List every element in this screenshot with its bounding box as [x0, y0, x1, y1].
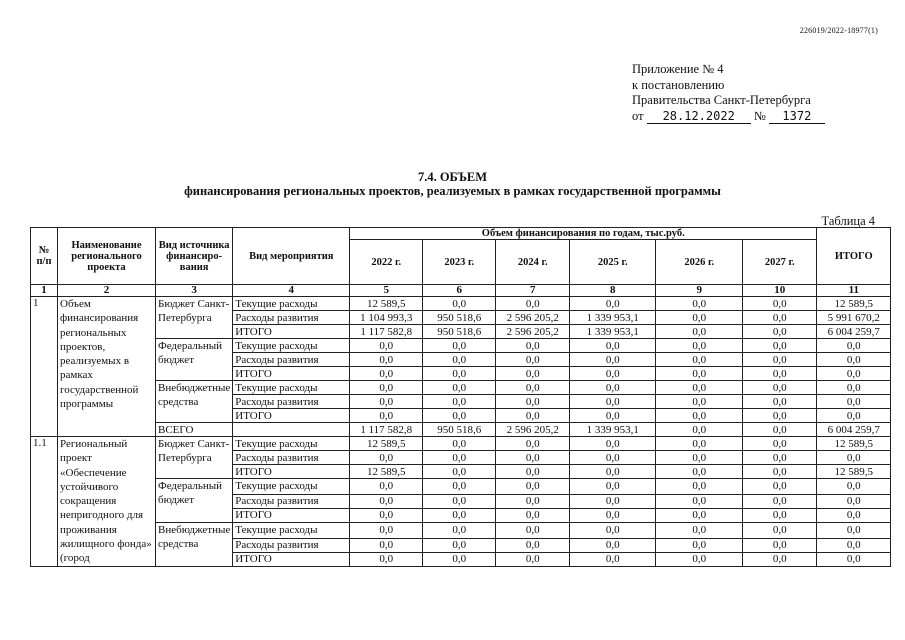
activity-cell: Текущие расходы — [233, 381, 350, 395]
value-cell: 0,0 — [570, 494, 656, 508]
appendix-government: Правительства Санкт-Петербурга — [632, 93, 811, 107]
value-cell: 0,0 — [817, 451, 891, 465]
activity-cell: Расходы развития — [233, 395, 350, 409]
value-cell: 12 589,5 — [817, 297, 891, 311]
activity-cell: ИТОГО — [233, 552, 350, 566]
value-cell: 0,0 — [656, 538, 743, 552]
value-cell: 0,0 — [423, 552, 496, 566]
column-number: 7 — [496, 285, 570, 297]
value-cell: 0,0 — [656, 451, 743, 465]
value-cell: 0,0 — [496, 339, 570, 353]
value-cell: 0,0 — [817, 339, 891, 353]
header-project-name: Наименование регионального проекта — [58, 228, 156, 285]
value-cell: 0,0 — [423, 395, 496, 409]
value-cell: 0,0 — [656, 297, 743, 311]
value-cell: 1 117 582,8 — [350, 423, 423, 437]
value-cell: 1 339 953,1 — [570, 325, 656, 339]
value-cell: 0,0 — [817, 508, 891, 522]
activity-cell: Расходы развития — [233, 538, 350, 552]
value-cell: 0,0 — [496, 451, 570, 465]
resolution-number: 1372 — [769, 110, 825, 124]
value-cell: 0,0 — [496, 479, 570, 495]
value-cell: 0,0 — [350, 451, 423, 465]
value-cell: 0,0 — [350, 395, 423, 409]
value-cell: 0,0 — [570, 479, 656, 495]
value-cell: 5 991 670,2 — [817, 311, 891, 325]
value-cell: 12 589,5 — [350, 465, 423, 479]
registration-number: 226019/2022-18977(1) — [799, 26, 878, 35]
appendix-resolution: к постановлению — [632, 77, 725, 92]
column-number: 2 — [58, 285, 156, 297]
value-cell: 0,0 — [423, 451, 496, 465]
funding-source-cell: Федеральный бюджет — [156, 479, 233, 523]
value-cell: 0,0 — [743, 465, 817, 479]
value-cell: 0,0 — [656, 381, 743, 395]
value-cell: 0,0 — [570, 409, 656, 423]
activity-cell: Расходы развития — [233, 353, 350, 367]
value-cell: 0,0 — [656, 367, 743, 381]
value-cell: 0,0 — [743, 437, 817, 451]
value-cell: 0,0 — [743, 423, 817, 437]
value-cell: 950 518,6 — [423, 423, 496, 437]
value-cell: 0,0 — [656, 395, 743, 409]
appendix-title: Приложение № 4 — [632, 62, 724, 76]
value-cell: 0,0 — [656, 437, 743, 451]
value-cell: 0,0 — [496, 465, 570, 479]
value-cell: 0,0 — [350, 339, 423, 353]
value-cell: 0,0 — [496, 395, 570, 409]
column-number: 9 — [656, 285, 743, 297]
value-cell: 1 117 582,8 — [350, 325, 423, 339]
table-row — [31, 297, 891, 311]
value-cell: 0,0 — [423, 522, 496, 538]
value-cell: 0,0 — [743, 409, 817, 423]
value-cell: 0,0 — [423, 367, 496, 381]
activity-cell: Расходы развития — [233, 451, 350, 465]
value-cell: 0,0 — [423, 297, 496, 311]
value-cell: 0,0 — [817, 409, 891, 423]
value-cell: 0,0 — [350, 508, 423, 522]
value-cell: 6 004 259,7 — [817, 325, 891, 339]
value-cell: 12 589,5 — [350, 297, 423, 311]
value-cell: 0,0 — [423, 339, 496, 353]
value-cell: 0,0 — [350, 522, 423, 538]
column-number: 10 — [743, 285, 817, 297]
value-cell: 0,0 — [496, 494, 570, 508]
value-cell: 0,0 — [423, 409, 496, 423]
value-cell: 0,0 — [743, 339, 817, 353]
value-cell: 0,0 — [570, 508, 656, 522]
activity-cell: ИТОГО — [233, 508, 350, 522]
activity-cell: ИТОГО — [233, 465, 350, 479]
value-cell: 0,0 — [570, 381, 656, 395]
row-index: 1 — [31, 297, 58, 437]
row-index: 1.1 — [31, 437, 58, 567]
value-cell: 0,0 — [350, 367, 423, 381]
value-cell: 0,0 — [570, 339, 656, 353]
value-cell: 0,0 — [817, 552, 891, 566]
value-cell: 0,0 — [570, 451, 656, 465]
value-cell: 0,0 — [570, 522, 656, 538]
value-cell: 0,0 — [570, 465, 656, 479]
header-year: 2024 г. — [496, 240, 570, 285]
value-cell: 0,0 — [743, 451, 817, 465]
value-cell: 0,0 — [350, 552, 423, 566]
funding-source-cell: Внебюджетные средства — [156, 381, 233, 423]
header-num: № п/п — [31, 228, 58, 285]
value-cell: 0,0 — [743, 353, 817, 367]
value-cell: 950 518,6 — [423, 311, 496, 325]
value-cell: 0,0 — [496, 538, 570, 552]
value-cell: 0,0 — [423, 538, 496, 552]
activity-cell: Текущие расходы — [233, 297, 350, 311]
value-cell: 0,0 — [496, 552, 570, 566]
value-cell: 0,0 — [423, 508, 496, 522]
value-cell: 0,0 — [743, 552, 817, 566]
value-cell: 0,0 — [743, 297, 817, 311]
funding-source-cell: Внебюджетные средства — [156, 522, 233, 566]
value-cell: 0,0 — [656, 479, 743, 495]
column-number: 8 — [570, 285, 656, 297]
value-cell: 0,0 — [350, 538, 423, 552]
activity-cell: ИТОГО — [233, 409, 350, 423]
value-cell: 0,0 — [496, 508, 570, 522]
value-cell: 0,0 — [817, 479, 891, 495]
value-cell: 0,0 — [350, 494, 423, 508]
appendix-block — [632, 62, 825, 124]
from-label: от — [632, 108, 644, 123]
value-cell: 12 589,5 — [817, 465, 891, 479]
value-cell: 0,0 — [743, 311, 817, 325]
value-cell: 0,0 — [656, 465, 743, 479]
column-number: 3 — [156, 285, 233, 297]
document-title: 7.4. ОБЪЕМ — [417, 170, 488, 184]
value-cell: 0,0 — [743, 381, 817, 395]
value-cell: 1 104 993,3 — [350, 311, 423, 325]
column-number: 1 — [31, 285, 58, 297]
header-year: 2022 г. — [350, 240, 423, 285]
value-cell: 0,0 — [496, 367, 570, 381]
value-cell: 0,0 — [743, 395, 817, 409]
value-cell: 0,0 — [656, 494, 743, 508]
value-cell: 0,0 — [350, 479, 423, 495]
value-cell: 0,0 — [496, 381, 570, 395]
activity-cell: Расходы развития — [233, 311, 350, 325]
value-cell: 0,0 — [570, 297, 656, 311]
resolution-date: 28.12.2022 — [647, 110, 751, 124]
header-funding-by-year: Объем финансирования по годам, тыс.руб. — [350, 228, 817, 240]
activity-cell: Текущие расходы — [233, 522, 350, 538]
number-label: № — [753, 108, 766, 123]
table-row — [31, 339, 891, 353]
value-cell: 0,0 — [743, 522, 817, 538]
value-cell: 0,0 — [817, 522, 891, 538]
header-activity: Вид мероприятия — [233, 228, 350, 285]
document-subtitle: финансирования региональных проектов, реализуемых в рамках государственной программы — [184, 184, 721, 198]
activity-cell: Текущие расходы — [233, 339, 350, 353]
header-year: 2025 г. — [570, 240, 656, 285]
value-cell: 12 589,5 — [817, 437, 891, 451]
value-cell: 0,0 — [656, 522, 743, 538]
value-cell: 12 589,5 — [350, 437, 423, 451]
value-cell: 0,0 — [743, 538, 817, 552]
value-cell: 0,0 — [350, 381, 423, 395]
activity-cell: Текущие расходы — [233, 437, 350, 451]
value-cell: 0,0 — [423, 437, 496, 451]
value-cell: 0,0 — [423, 381, 496, 395]
header-year: 2023 г. — [423, 240, 496, 285]
funding-source-cell: Бюджет Санкт-Петербурга — [156, 437, 233, 479]
value-cell: 0,0 — [817, 494, 891, 508]
value-cell: 0,0 — [350, 353, 423, 367]
project-name-cell: Объем финансирования региональных проектов, реализуемых в рамках государственной программы — [58, 297, 156, 437]
table-row — [31, 437, 891, 451]
value-cell: 0,0 — [656, 311, 743, 325]
activity-cell: ИТОГО — [233, 367, 350, 381]
value-cell: 6 004 259,7 — [817, 423, 891, 437]
value-cell: 0,0 — [656, 339, 743, 353]
value-cell: 0,0 — [570, 353, 656, 367]
table-label: Таблица 4 — [821, 214, 875, 228]
header-source: Вид источника финансиро-вания — [156, 228, 233, 285]
table-row — [31, 479, 891, 495]
empty-activity-cell — [233, 423, 350, 437]
value-cell: 0,0 — [656, 508, 743, 522]
value-cell: 0,0 — [656, 552, 743, 566]
value-cell: 0,0 — [423, 353, 496, 367]
activity-cell: ИТОГО — [233, 325, 350, 339]
value-cell: 0,0 — [743, 479, 817, 495]
column-number: 6 — [423, 285, 496, 297]
column-number: 4 — [233, 285, 350, 297]
activity-cell: Текущие расходы — [233, 479, 350, 495]
value-cell: 950 518,6 — [423, 325, 496, 339]
table-row-total — [31, 423, 891, 437]
value-cell: 0,0 — [496, 522, 570, 538]
appendix-date-line — [632, 109, 825, 125]
value-cell: 0,0 — [817, 353, 891, 367]
value-cell: 0,0 — [570, 538, 656, 552]
value-cell: 0,0 — [496, 437, 570, 451]
value-cell: 0,0 — [743, 494, 817, 508]
activity-cell: Расходы развития — [233, 494, 350, 508]
column-number: 11 — [817, 285, 891, 297]
value-cell: 0,0 — [423, 494, 496, 508]
value-cell: 0,0 — [570, 367, 656, 381]
value-cell: 0,0 — [817, 367, 891, 381]
value-cell: 2 596 205,2 — [496, 423, 570, 437]
table-row — [31, 522, 891, 538]
value-cell: 0,0 — [350, 409, 423, 423]
table-row — [31, 381, 891, 395]
value-cell: 0,0 — [570, 552, 656, 566]
header-year: 2026 г. — [656, 240, 743, 285]
value-cell: 0,0 — [496, 353, 570, 367]
value-cell: 0,0 — [817, 381, 891, 395]
value-cell: 0,0 — [743, 325, 817, 339]
value-cell: 1 339 953,1 — [570, 311, 656, 325]
value-cell: 0,0 — [496, 297, 570, 311]
funding-source-cell: Федеральный бюджет — [156, 339, 233, 381]
value-cell: 2 596 205,2 — [496, 325, 570, 339]
header-total: ИТОГО — [817, 228, 891, 285]
value-cell: 0,0 — [570, 437, 656, 451]
value-cell: 1 339 953,1 — [570, 423, 656, 437]
value-cell: 0,0 — [656, 353, 743, 367]
value-cell: 0,0 — [743, 367, 817, 381]
total-label-cell: ВСЕГО — [156, 423, 233, 437]
funding-source-cell: Бюджет Санкт-Петербурга — [156, 297, 233, 339]
value-cell: 0,0 — [656, 325, 743, 339]
value-cell: 0,0 — [656, 423, 743, 437]
column-number: 5 — [350, 285, 423, 297]
value-cell: 0,0 — [656, 409, 743, 423]
value-cell: 2 596 205,2 — [496, 311, 570, 325]
value-cell: 0,0 — [743, 508, 817, 522]
header-year: 2027 г. — [743, 240, 817, 285]
project-name-cell: Региональный проект «Обеспечение устойчивого сокращения непригодного для проживания жилищного фонда» (город — [58, 437, 156, 567]
value-cell: 0,0 — [423, 465, 496, 479]
value-cell: 0,0 — [570, 395, 656, 409]
value-cell: 0,0 — [817, 395, 891, 409]
value-cell: 0,0 — [496, 409, 570, 423]
value-cell: 0,0 — [423, 479, 496, 495]
value-cell: 0,0 — [817, 538, 891, 552]
financing-table — [30, 227, 891, 567]
